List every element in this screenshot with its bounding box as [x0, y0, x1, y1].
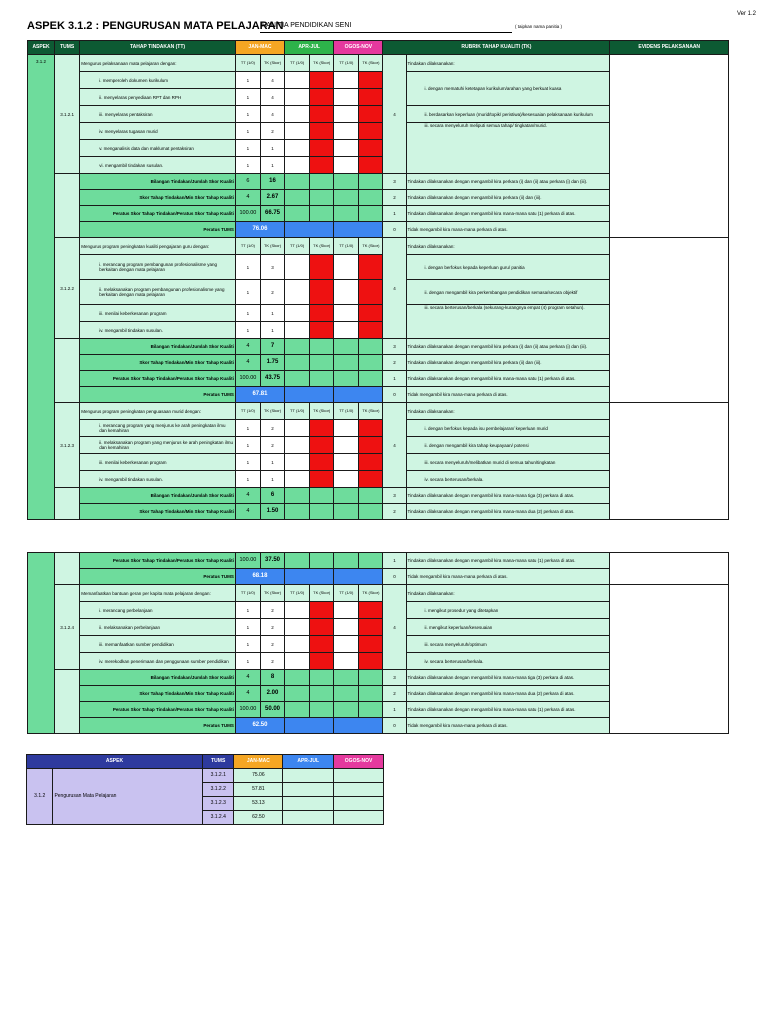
tums-label: Peratus TUMS [80, 718, 236, 734]
tk-subheader: TK (Skor) [359, 55, 383, 72]
tt-input[interactable] [285, 420, 310, 437]
peratus-tk-value: 50.00 [260, 702, 284, 718]
tk-subheader: TK (Skor) [359, 585, 383, 602]
bil-tt-value: 4 [235, 488, 260, 504]
tk-input[interactable] [310, 471, 334, 488]
rubrik-text: Tindakan dilaksanakan dengan mengambil kira mana-mana satu (1) perkara di atas. [406, 702, 610, 718]
rubrik-score: 2 [383, 504, 406, 520]
bil-label: Bilangan Tindakan/Jumlah Skor Kualiti [80, 174, 236, 190]
skor-label: Skor Tahap Tindakan/Min Skor Tahap Kualiti [80, 504, 236, 520]
tt-input[interactable]: 1 [235, 72, 260, 89]
tt-input[interactable] [285, 157, 310, 174]
tk-heading: Tindakan dilaksanakan: [406, 238, 610, 255]
tk-input[interactable] [310, 106, 334, 123]
tk-input[interactable] [310, 602, 334, 619]
tt-input[interactable] [334, 255, 359, 280]
tt-item: ii. menyelaras penyediaan RPT dan RPH [80, 89, 236, 106]
tt-subheader: TT (1/0) [235, 403, 260, 420]
tt-item: ii. melaksanakan program pembangunan profesionalisme yang berkaitan dengan mata pelajaran [80, 280, 236, 305]
tt-input[interactable] [285, 454, 310, 471]
rubrik-text: Tindakan dilaksanakan dengan mengambil kira mana-mana tiga (3) perkara di atas. [406, 670, 610, 686]
tk-input[interactable]: 1 [260, 157, 284, 174]
summary-aspek-name: Pengurusan Mata Pelajaran [53, 769, 203, 825]
tk-input[interactable] [310, 322, 334, 339]
bil-label: Bilangan Tindakan/Jumlah Skor Kualiti [80, 339, 236, 355]
tt-item: iii. menyelaras pentaksiran [80, 106, 236, 123]
tt-input[interactable]: 1 [235, 454, 260, 471]
rubrik-text: Tindakan dilaksanakan dengan mengambil kira perkara (i) dan (ii) atau perkara (i) dan (iii). [406, 339, 610, 355]
summary-tums-code: 3.1.2.2 [202, 783, 234, 797]
tums-percent-3122: 67.81 [235, 387, 284, 403]
peratus-label: Peratus Skor Tahap Tindakan/Peratus Skor Tahap Kualiti [80, 371, 236, 387]
tk-input[interactable]: 2 [260, 636, 284, 653]
skor-tk-value: 2.00 [260, 686, 284, 702]
tums-code-3124: 3.1.2.4 [55, 585, 80, 670]
tk-subheader: TK (Skor) [359, 403, 383, 420]
page-title: ASPEK 3.1.2 : PENGURUSAN MATA PELAJARAN [27, 20, 284, 32]
rubrik-score: 0 [383, 569, 406, 585]
bil-tk-value: 8 [260, 670, 284, 686]
summary-row [27, 769, 384, 783]
panitia-note: ( taipkan nama panitia ) [515, 24, 563, 29]
tt-input[interactable]: 1 [235, 602, 260, 619]
peratus-tt-value: 100.00 [235, 702, 260, 718]
skor-label: Skor Tahap Tindakan/Min Skor Tahap Kualiti [80, 686, 236, 702]
summary-apr-jul-header: APR-JUL [283, 755, 334, 769]
tt-subheader: TT (1/0) [235, 55, 260, 72]
tt-item: vi. mengambil tindakan susulan. [80, 157, 236, 174]
tk-item: ii. dengan mengambil kira perkembangan pendidikan semasa/secara objektif [406, 280, 610, 305]
rubrik-score: 0 [383, 387, 406, 403]
rubrik-score: 3 [383, 174, 406, 190]
rubrik-text: Tidak mengambil kira mana-mana perkara di atas. [406, 718, 610, 734]
tk-input[interactable]: 1 [260, 140, 284, 157]
tk-subheader: TK (Skor) [260, 238, 284, 255]
tt-input[interactable] [334, 653, 359, 670]
tt-input[interactable]: 1 [235, 157, 260, 174]
tk-input[interactable]: 2 [260, 420, 284, 437]
summary-value: 57.81 [234, 783, 283, 797]
tk-subheader: TK (Skor) [359, 238, 383, 255]
tk-input[interactable] [359, 280, 383, 305]
tt-item: i. merancang program yang menjurus ke arah peningkatan ilmu dan kemahiran [80, 420, 236, 437]
tums-code-3121: 3.1.2.1 [55, 55, 80, 174]
tt-input[interactable] [285, 255, 310, 280]
tt-subheader: TT (1/0) [334, 55, 359, 72]
skor-tt-value: 4 [235, 504, 260, 520]
rubrik-text: Tidak mengambil kira mana-mana perkara di atas. [406, 387, 610, 403]
tt-input[interactable] [285, 140, 310, 157]
tt-input[interactable] [334, 89, 359, 106]
tt-input[interactable]: 1 [235, 636, 260, 653]
tk-input[interactable]: 2 [260, 123, 284, 140]
tk-heading: Tindakan dilaksanakan: [406, 403, 610, 420]
panitia-field[interactable]: PANITIA PENDIDIKAN SENI [262, 22, 352, 29]
tk4-score: 4 [383, 55, 406, 174]
summary-value: 75.06 [234, 769, 283, 783]
peratus-tk-value: 37.50 [260, 553, 284, 569]
tt-input[interactable] [285, 602, 310, 619]
tk-input[interactable] [359, 653, 383, 670]
tt-subheader: TT (1/0) [285, 585, 310, 602]
evidens-cell-3122[interactable] [610, 238, 729, 403]
rubrik-score: 2 [383, 190, 406, 206]
peratus-tt-value: 100.00 [235, 371, 260, 387]
peratus-tt-value: 100.00 [235, 553, 260, 569]
bil-label: Bilangan Tindakan/Jumlah Skor Kualiti [80, 670, 236, 686]
tt-input[interactable] [334, 454, 359, 471]
tk-item: ii. dengan mengambil kira tahap keupayaan/ potensi [406, 437, 610, 454]
tk-input[interactable] [359, 322, 383, 339]
tt-input[interactable]: 1 [235, 280, 260, 305]
tk-input[interactable] [310, 454, 334, 471]
tk-input[interactable] [359, 89, 383, 106]
tt-item: iv. mengambil tindakan susulan. [80, 471, 236, 488]
rubrik-text: Tindakan dilaksanakan dengan mengambil kira mana-mana satu (1) perkara di atas. [406, 553, 610, 569]
tk-input[interactable] [359, 602, 383, 619]
peratus-tk-value: 66.75 [260, 206, 284, 222]
tums-spacer [55, 174, 80, 238]
tt-subheader: TT (1/0) [334, 403, 359, 420]
rubrik-score: 3 [383, 670, 406, 686]
peratus-label: Peratus Skor Tahap Tindakan/Peratus Skor Tahap Kualiti [80, 702, 236, 718]
tt-input[interactable] [334, 157, 359, 174]
tk-input[interactable] [359, 305, 383, 322]
tt-input[interactable] [334, 140, 359, 157]
tk-item: iv. secara berterusan/berkala. [406, 653, 610, 670]
summary-value: 53.13 [234, 797, 283, 811]
tk-input[interactable]: 4 [260, 72, 284, 89]
summary-ogos-nov-header: OGOS-NOV [334, 755, 384, 769]
tums-code-3122: 3.1.2.2 [55, 238, 80, 339]
tk-input[interactable] [359, 471, 383, 488]
tk-input[interactable]: 2 [260, 280, 284, 305]
tk-input[interactable] [310, 437, 334, 454]
rubrik-text: Tindakan dilaksanakan dengan mengambil kira mana-mana satu (1) perkara di atas. [406, 206, 610, 222]
evidens-cell-3123b[interactable] [610, 553, 729, 585]
rubrik-text: Tidak mengambil kira mana-mana perkara di atas. [406, 222, 610, 238]
tt-subheader: TT (1/0) [334, 238, 359, 255]
rubrik-score: 3 [383, 339, 406, 355]
tt-input[interactable]: 1 [235, 471, 260, 488]
bil-tk-value: 7 [260, 339, 284, 355]
rubrik-header: RUBRIK TAHAP KUALITI (TK) [383, 41, 610, 55]
tk-input[interactable]: 1 [260, 322, 284, 339]
peratus-tk-value: 43.75 [260, 371, 284, 387]
tk-item: i. dengan berfokus kepada keperluan guru/ panitia [406, 255, 610, 280]
tk-input[interactable]: 4 [260, 106, 284, 123]
tt-heading: Mengurus program peningkatan kualiti pengajaran guru dengan: [80, 238, 236, 255]
rubrik-text: Tindakan dilaksanakan dengan mengambil kira mana-mana dua (2) perkara di atas. [406, 504, 610, 520]
tt-item: iii. menilai keberkesanan program [80, 305, 236, 322]
tums-code-3123: 3.1.2.3 [55, 403, 80, 488]
rubrik-text: Tindakan dilaksanakan dengan mengambil kira mana-mana satu (1) perkara di atas. [406, 371, 610, 387]
tk-subheader: TK (Skor) [310, 403, 334, 420]
tt-input[interactable] [285, 653, 310, 670]
bil-tt-value: 6 [235, 174, 260, 190]
skor-label: Skor Tahap Tindakan/Min Skor Tahap Kualiti [80, 355, 236, 371]
tk-item: iii. secara berterusan/berkala (sekurang-kurangnya empat (4) program setahun). [406, 305, 610, 339]
tt-header: TAHAP TINDAKAN (TT) [80, 41, 236, 55]
tk-item: ii. mengikut keperluan/kesesuaian [406, 619, 610, 636]
rubrik-score: 1 [383, 702, 406, 718]
tk-input[interactable] [359, 157, 383, 174]
tk-input[interactable]: 2 [260, 653, 284, 670]
tt-input[interactable] [285, 280, 310, 305]
summary-row [28, 553, 729, 569]
tt-item: i. merancang perbelanjaan [80, 602, 236, 619]
rubrik-text: Tidak mengambil kira mana-mana perkara di atas. [406, 569, 610, 585]
tt-item: i. merancang program pembangunan profesionalisme yang berkaitan dengan mata pelajaran [80, 255, 236, 280]
tt-input[interactable] [334, 636, 359, 653]
tt-input[interactable] [285, 106, 310, 123]
summary-value: 62.50 [234, 811, 283, 825]
tt-input[interactable]: 1 [235, 437, 260, 454]
tt-subheader: TT (1/0) [285, 238, 310, 255]
skor-tt-value: 4 [235, 686, 260, 702]
tt-subheader: TT (1/0) [285, 55, 310, 72]
tk-input[interactable] [310, 123, 334, 140]
tt-input[interactable]: 1 [235, 106, 260, 123]
tk-heading: Tindakan dilaksanakan: [406, 585, 610, 602]
tk-input[interactable] [310, 305, 334, 322]
tt-input[interactable] [334, 72, 359, 89]
tk-input[interactable] [310, 636, 334, 653]
tt-input[interactable] [334, 437, 359, 454]
summary-jan-mac-header: JAN-MAC [234, 755, 283, 769]
evidens-header: EVIDENS PELAKSANAAN [610, 41, 729, 55]
tk-item: ii. berdasarkan keperluan (murid/topik/ peristiwa)/kesesuaian pelaksanaan kurikulum [406, 106, 610, 123]
bil-tk-value: 6 [260, 488, 284, 504]
tk-item: i. mengikut prosedur yang ditetapkan [406, 602, 610, 619]
tt-input[interactable] [334, 602, 359, 619]
tums-label: Peratus TUMS [80, 387, 236, 403]
summary-tums-code: 3.1.2.3 [202, 797, 234, 811]
tk-subheader: TK (Skor) [260, 585, 284, 602]
rubrik-text: Tindakan dilaksanakan dengan mengambil kira mana-mana tiga (3) perkara di atas. [406, 488, 610, 504]
rubrik-text: Tindakan dilaksanakan dengan mengambil kira perkara (ii) dan (iii). [406, 355, 610, 371]
period-jan-mac-header: JAN-MAC [235, 41, 284, 55]
tk-input[interactable]: 1 [260, 471, 284, 488]
tk-subheader: TK (Skor) [310, 585, 334, 602]
summary-header-row [27, 755, 384, 769]
tk-input[interactable] [359, 255, 383, 280]
tk-input[interactable] [310, 140, 334, 157]
tk-item: iii. secara menyeluruh/optimum [406, 636, 610, 653]
summary-aspek-code: 3.1.2 [27, 769, 53, 825]
rubrik-text: Tindakan dilaksanakan dengan mengambil kira perkara (ii) dan (iii). [406, 190, 610, 206]
evidens-cell-3121[interactable] [610, 55, 729, 238]
tt-input[interactable] [285, 619, 310, 636]
rubrik-text: Tindakan dilaksanakan dengan mengambil kira mana-mana dua (2) perkara di atas. [406, 686, 610, 702]
tk-input[interactable] [359, 454, 383, 471]
bil-tt-value: 4 [235, 670, 260, 686]
evidens-cell-3124[interactable] [610, 585, 729, 734]
tt-input[interactable] [285, 322, 310, 339]
tk-input[interactable]: 1 [260, 454, 284, 471]
tk-item: i. dengan berfokus kepada isu pembelajaran/ keperluan murid [406, 420, 610, 437]
rubrik-score: 3 [383, 488, 406, 504]
tt-input[interactable] [285, 437, 310, 454]
peratus-tt-value: 100.00 [235, 206, 260, 222]
tk-item: i. dengan mematuhi ketetapan kurikulum/arahan yang berkuat kuasa [406, 72, 610, 106]
tt-input[interactable] [334, 280, 359, 305]
version-label: Ver 1.2 [736, 11, 756, 17]
period-apr-jul-header: APR-JUL [285, 41, 334, 55]
tt-subheader: TT (1/0) [235, 585, 260, 602]
tt-input[interactable]: 1 [235, 420, 260, 437]
tk-input[interactable]: 4 [260, 89, 284, 106]
rubrik-text: Tindakan dilaksanakan dengan mengambil kira perkara (i) dan (ii) atau perkara (i) dan (iii). [406, 174, 610, 190]
tt-item: iii. memanfaatkan sumber pendidikan [80, 636, 236, 653]
tk4-score: 4 [383, 585, 406, 670]
tk-input[interactable]: 3 [260, 255, 284, 280]
aspek-code-cell: 3.1.2 [28, 55, 55, 520]
skor-tt-value: 4 [235, 355, 260, 371]
tt-input[interactable] [285, 72, 310, 89]
skor-label: Skor Tahap Tindakan/Min Skor Tahap Kualiti [80, 190, 236, 206]
tk-input[interactable]: 1 [260, 305, 284, 322]
tt-item: iv. mengambil tindakan susulan. [80, 322, 236, 339]
rubrik-score: 0 [383, 222, 406, 238]
summary-tums-code: 3.1.2.4 [202, 811, 234, 825]
tt-input[interactable] [285, 89, 310, 106]
tt-heading: Mengurus pelaksanaan mata pelajaran dengan: [80, 55, 236, 72]
tk4-score: 4 [383, 403, 406, 488]
tt-input[interactable] [334, 322, 359, 339]
tt-subheader: TT (1/0) [285, 403, 310, 420]
tt-input[interactable]: 1 [235, 305, 260, 322]
panitia-underline [260, 32, 512, 33]
tt-input[interactable] [285, 471, 310, 488]
tt-input[interactable] [334, 106, 359, 123]
tums-label: Peratus TUMS [80, 222, 236, 238]
rubric-table-part2 [27, 552, 729, 734]
tk-input[interactable]: 2 [260, 602, 284, 619]
tk-input[interactable] [310, 619, 334, 636]
tt-item: ii. melaksanakan program yang menjurus ke arah peningkatan ilmu dan kemahiran [80, 437, 236, 454]
tt-item: iv. menyelaras tugasan murid [80, 123, 236, 140]
tt-input[interactable] [285, 123, 310, 140]
tt-input[interactable] [334, 305, 359, 322]
tt-item: ii. melaksanakan perbelanjaan [80, 619, 236, 636]
tt-subheader: TT (1/0) [334, 585, 359, 602]
tums-percent-3121: 76.06 [235, 222, 284, 238]
tt-subheader: TT (1/0) [235, 238, 260, 255]
peratus-label: Peratus Skor Tahap Tindakan/Peratus Skor Tahap Kualiti [80, 206, 236, 222]
tums-percent-3123: 68.18 [235, 569, 284, 585]
tk-input[interactable] [310, 255, 334, 280]
tt-input[interactable]: 1 [235, 140, 260, 157]
tk-input[interactable] [359, 437, 383, 454]
tk-input[interactable] [310, 157, 334, 174]
tk-heading: Tindakan dilaksanakan: [406, 55, 610, 72]
tt-input[interactable]: 1 [235, 619, 260, 636]
tt-input[interactable] [334, 471, 359, 488]
tums-header: TUMS [55, 41, 80, 55]
tk-input[interactable] [359, 140, 383, 157]
tk-item: iv. secara berterusan/berkala. [406, 471, 610, 488]
evidens-cell-3123[interactable] [610, 403, 729, 520]
skor-tk-value: 1.75 [260, 355, 284, 371]
tt-input[interactable]: 1 [235, 653, 260, 670]
summary-tums-header: TUMS [202, 755, 234, 769]
rubrik-score: 1 [383, 553, 406, 569]
tums-label: Peratus TUMS [80, 569, 236, 585]
tk-input[interactable] [359, 636, 383, 653]
rubric-table-part1 [27, 40, 729, 520]
summary-tums-code: 3.1.2.1 [202, 769, 234, 783]
tk-input[interactable] [310, 280, 334, 305]
period-ogos-nov-header: OGOS-NOV [334, 41, 383, 55]
tk-item: iii. secara menyeluruh/melibatkan murid di semua tahun/tingkatan [406, 454, 610, 471]
summary-table [26, 754, 384, 825]
skor-tk-value: 1.50 [260, 504, 284, 520]
peratus-label: Peratus Skor Tahap Tindakan/Peratus Skor Tahap Kualiti [80, 553, 236, 569]
tt-input[interactable] [334, 619, 359, 636]
rubrik-score: 0 [383, 718, 406, 734]
skor-tt-value: 4 [235, 190, 260, 206]
tt-heading: Mengurus program peningkatan penguasaan murid dengan: [80, 403, 236, 420]
rubrik-score: 1 [383, 206, 406, 222]
bil-tt-value: 4 [235, 339, 260, 355]
tt-input[interactable] [285, 636, 310, 653]
tt-item: i. memperoleh dokumen kurikulum [80, 72, 236, 89]
tk-input[interactable] [359, 106, 383, 123]
tt-input[interactable]: 1 [235, 322, 260, 339]
tk-input[interactable] [310, 72, 334, 89]
tk-subheader: TK (Skor) [310, 55, 334, 72]
tk-input[interactable] [359, 72, 383, 89]
aspek-header: ASPEK [28, 41, 55, 55]
tk-subheader: TK (Skor) [260, 403, 284, 420]
tt-input[interactable]: 1 [235, 255, 260, 280]
rubrik-score: 2 [383, 686, 406, 702]
tt-item: iii. menilai keberkesanan program [80, 454, 236, 471]
tk-input[interactable] [359, 619, 383, 636]
tk-input[interactable] [310, 653, 334, 670]
rubrik-score: 1 [383, 371, 406, 387]
tk-input[interactable]: 2 [260, 437, 284, 454]
tk-input[interactable] [359, 420, 383, 437]
summary-aspek-header: ASPEK [27, 755, 203, 769]
header-row [28, 41, 729, 55]
tt-input[interactable]: 1 [235, 123, 260, 140]
bil-label: Bilangan Tindakan/Jumlah Skor Kualiti [80, 488, 236, 504]
tk-input[interactable] [310, 420, 334, 437]
tk-subheader: TK (Skor) [310, 238, 334, 255]
tt-heading: Memanfaatkan bantuan geran per kapita mata pelajaran dengan: [80, 585, 236, 602]
tk-input[interactable] [310, 89, 334, 106]
tt-input[interactable] [285, 305, 310, 322]
tk-subheader: TK (Skor) [260, 55, 284, 72]
tk4-score: 4 [383, 238, 406, 339]
bil-tk-value: 16 [260, 174, 284, 190]
tt-input[interactable] [334, 420, 359, 437]
tt-item: v. menganalisis data dan maklumat pentaksiran [80, 140, 236, 157]
tk-item: iii. secara menyeluruh meliputi semua tahap/ tingkatan/murid. [406, 123, 610, 174]
rubrik-score: 2 [383, 355, 406, 371]
tt-item: iv. merekodkan penerimaan dan penggunaan sumber pendidikan [80, 653, 236, 670]
skor-tk-value: 2.67 [260, 190, 284, 206]
tk-input[interactable] [359, 123, 383, 140]
tt-input[interactable] [334, 123, 359, 140]
tums-percent-3124: 62.50 [235, 718, 284, 734]
tk-input[interactable]: 2 [260, 619, 284, 636]
tt-input[interactable]: 1 [235, 89, 260, 106]
